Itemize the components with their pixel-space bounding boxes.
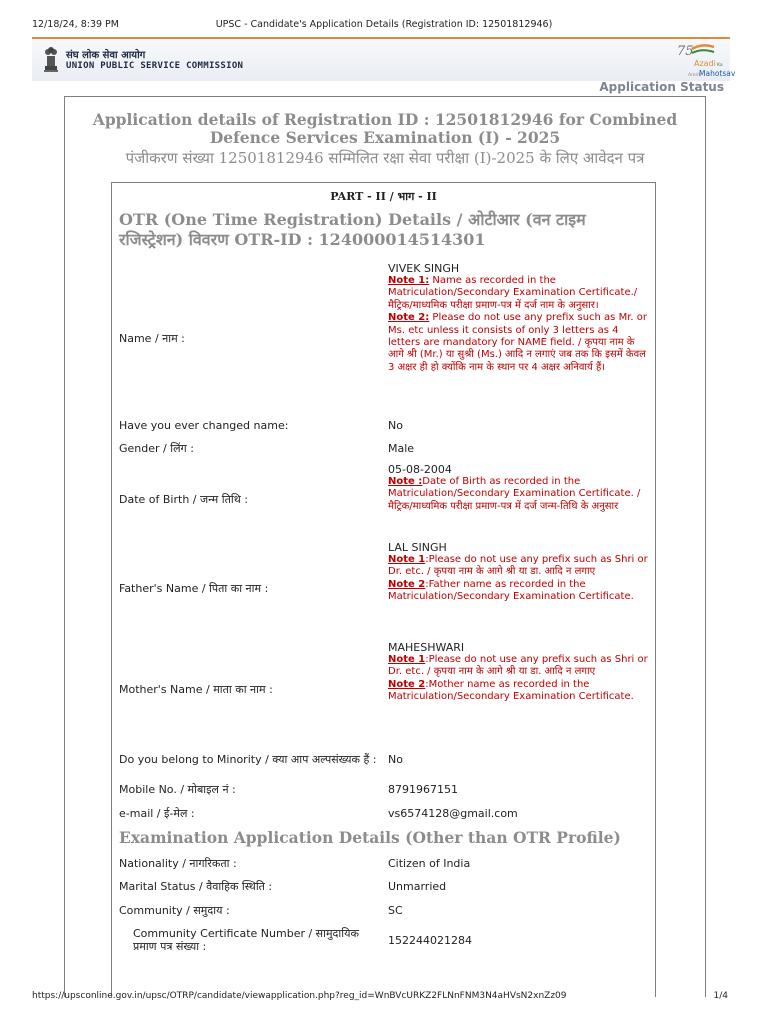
azadi-logo-number: 75 xyxy=(677,44,694,59)
azadi-logo-ka: Ka xyxy=(717,63,723,68)
part-title: PART - II / भाग - II xyxy=(330,190,437,203)
marital-status-label: Marital Status / वैवाहिक स्थिति : xyxy=(119,879,273,893)
minority-label: Do you belong to Minority / क्या आप अल्पसंख्यक हैं : xyxy=(119,752,377,766)
nationality-label: Nationality / नागरिकता : xyxy=(119,856,237,870)
name-note-1: Note 1: Name as recorded in the Matriculation/Secondary Examination Certificate./ मैट्रिक/माध्यमिक परीक्षा प्रमाण-पत्र में दर्ज नाम के अनुसार। xyxy=(388,275,638,311)
name-value-cell xyxy=(388,262,650,414)
exam-application-heading: Examination Application Details (Other than OTR Profile) xyxy=(119,828,621,847)
mother-name-value-cell xyxy=(388,641,650,737)
changed-name-value: No xyxy=(388,418,403,432)
dob-value: 05-08-2004 xyxy=(388,463,452,476)
otr-heading: OTR (One Time Registration) Details / ओटीआर (वन टाइम रजिस्ट्रेशन) विवरण OTR-ID : 124000014514301 xyxy=(119,210,586,249)
mother-name-label: Mother's Name / माता का नाम : xyxy=(119,682,273,696)
application-title-english: Application details of Registration ID : 12501812946 for Combined Defence Services Examination (I) - 2025 xyxy=(92,110,678,147)
name-note-2: Note 2: Please do not use any prefix such as Mr. or Ms. etc unless it consists of only 3 letters as 4 letters are mandatory for NAME field. / कृपया नाम के आगे श्री (Mr.) या सुश्री (Ms.) आदि न लगाएं जब तक कि इसमें केवल 3 अक्षर ही हो क्योंकि नाम के स्थान पर 4 अक्षर अनिवार्य हैं। xyxy=(388,312,647,373)
azadi-logo-amrit: Amrit xyxy=(688,73,701,78)
national-emblem-icon xyxy=(42,44,60,74)
community-label: Community / समुदाय : xyxy=(119,903,230,917)
nationality-value: Citizen of India xyxy=(388,856,471,870)
dob-note: Note :Date of Birth as recorded in the Matriculation/Secondary Examination Certificate. / मैट्रिक/माध्यमिक परीक्षा प्रमाण-पत्र में दर्ज जन्म-तिथि के अनुसार xyxy=(388,476,641,512)
father-name-value: LAL SINGH xyxy=(388,541,447,554)
dob-value-cell xyxy=(388,463,650,535)
mother-name-value: MAHESHWARI xyxy=(388,641,465,654)
gender-value: Male xyxy=(388,441,415,455)
email-value: vs6574128@gmail.com xyxy=(388,806,518,820)
father-note-2: Note 2:Father name as recorded in the Matriculation/Secondary Examination Certificate. xyxy=(388,578,634,603)
marital-status-value: Unmarried xyxy=(388,879,447,893)
dob-label: Date of Birth / जन्म तिथि : xyxy=(119,492,248,506)
print-title: UPSC - Candidate's Application Details (Registration ID: 12501812946) xyxy=(215,19,553,30)
community-certificate-value: 152244021284 xyxy=(388,933,472,947)
azadi-logo-azadi: Azadi xyxy=(694,59,716,68)
gender-label: Gender / लिंग : xyxy=(119,441,194,455)
email-label: e-mail / ई-मेल : xyxy=(119,806,195,820)
mobile-value: 8791967151 xyxy=(388,782,458,796)
changed-name-label: Have you ever changed name: xyxy=(119,418,289,432)
mother-note-2: Note 2:Mother name as recorded in the Matriculation/Secondary Examination Certificate. xyxy=(388,678,634,703)
print-datetime: 12/18/24, 8:39 PM xyxy=(32,19,119,30)
father-name-value-cell xyxy=(388,541,650,635)
application-status-link[interactable]: Application Status xyxy=(599,80,724,94)
footer-url: https://upsconline.gov.in/upsc/OTRP/candidate/viewapplication.php?reg_id=WnBVcURKZ2FLNnFNM3N4aHVsN2xnZz09 xyxy=(32,991,567,1001)
mobile-label: Mobile No. / मोबाइल नं : xyxy=(119,782,236,796)
azadi-ka-amrit-mahotsav-logo xyxy=(668,41,736,79)
minority-value: No xyxy=(388,752,403,766)
community-value: SC xyxy=(388,903,403,917)
azadi-logo-mahotsav: Mahotsav xyxy=(699,69,736,78)
mother-note-1: Note 1:Please do not use any prefix such as Shri or Dr. etc. / कृपया नाम के आगे श्री या डा. आदि न लगाए xyxy=(388,654,648,678)
community-certificate-label: Community Certificate Number / सामुदायिक प्रमाण पत्र संख्या : xyxy=(133,927,359,953)
print-header xyxy=(0,0,768,36)
upsc-banner xyxy=(32,37,736,81)
father-name-label: Father's Name / पिता का नाम : xyxy=(119,581,269,595)
footer-page-number: 1/4 xyxy=(713,991,728,1001)
org-name-english: UNION PUBLIC SERVICE COMMISSION xyxy=(66,61,244,71)
name-label: Name / नाम : xyxy=(119,331,185,345)
father-note-1: Note 1:Please do not use any prefix such as Shri or Dr. etc. / कृपया नाम के आगे श्री या डा. आदि न लगाए xyxy=(388,554,648,578)
org-name-hindi: संघ लोक सेवा आयोग xyxy=(66,50,146,61)
application-title-hindi: पंजीकरण संख्या 12501812946 सम्मिलित रक्षा सेवा परीक्षा (I)-2025 के लिए आवेदन पत्र xyxy=(125,149,645,167)
name-value: VIVEK SINGH xyxy=(388,262,460,275)
